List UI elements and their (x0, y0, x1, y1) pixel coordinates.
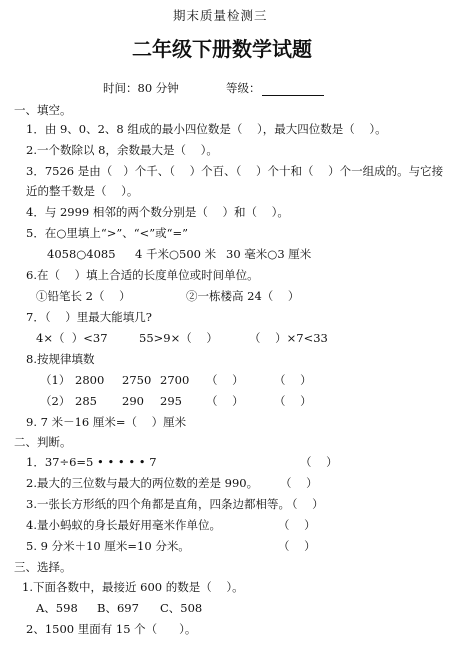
sequence-row-1-blank: （ ） (206, 373, 244, 387)
question-1-5-item: 4058○4085 (47, 247, 116, 261)
question-1-1: 1．由 9、0、2、8 组成的最小四位数是（ ），最大四位数是（ ）。 (26, 122, 387, 136)
question-1-9: 9. 7 米－16 厘米=（ ）厘米 (26, 415, 187, 429)
sequence-row-1-value: 2750 (122, 373, 152, 387)
choice-option: C、508 (160, 601, 203, 615)
sequence-row-2-value: 295 (160, 394, 182, 408)
question-1-7-item: （ ）×7<33 (249, 331, 328, 345)
question-1-4: 4．与 2999 相邻的两个数分别是（ ）和（ ）。 (26, 205, 289, 219)
question-1-6-item: ②一栋楼高 24（ ） (186, 289, 300, 303)
judge-item-3-paren: （ ） (286, 497, 324, 511)
sequence-row-1-value: 2800 (75, 373, 105, 387)
judge-item-5-paren: （ ） (278, 539, 316, 553)
sequence-row-1-value: 2700 (160, 373, 190, 387)
judge-item-1-paren: （ ） (300, 455, 338, 469)
section-heading-choice: 三、选择。 (14, 560, 72, 574)
judge-item-5: 5. 9 分米＋10 厘米=10 分米。 (26, 539, 190, 553)
sequence-row-1-blank: （ ） (274, 373, 312, 387)
question-1-7-item: 4×（ ）<37 (36, 331, 108, 345)
sequence-row-1-label: （1） (40, 373, 71, 387)
question-1-2: 2.一个数除以 8，余数最大是（ ）。 (26, 143, 218, 157)
question-1-5: 5．在○里填上“>”、“<”或“=” (26, 226, 189, 240)
question-1-6-item: ①铅笔长 2（ ） (36, 289, 131, 303)
grade-blank-line (262, 95, 324, 96)
judge-item-4: 4.量小蚂蚁的身长最好用毫米作单位。 (26, 518, 221, 532)
question-1-3-line2: 近的整千数是（ ）。 (26, 184, 139, 198)
page-title: 二年级下册数学试题 (132, 37, 312, 61)
time-label: 时间：80 分钟 (103, 81, 179, 95)
choice-option: A、598 (36, 601, 78, 615)
question-1-8: 8.按规律填数 (26, 352, 95, 366)
question-1-3-line1: 3．7526 是由（ ）个千、（ ）个百、（ ）个十和（ ）个一组成的。与它接 (26, 164, 444, 178)
question-1-5-item: 30 毫米○3 厘米 (226, 247, 312, 261)
section-heading-fill: 一、填空。 (14, 103, 72, 117)
choice-question-2: 2、1500 里面有 15 个（ ）。 (26, 622, 197, 636)
question-1-5-item: 4 千米○500 米 (135, 247, 217, 261)
sequence-row-2-blank: （ ） (274, 394, 312, 408)
choice-question-1: 1.下面各数中，最接近 600 的数是（ ）。 (22, 580, 244, 594)
judge-item-2: 2.最大的三位数与最大的两位数的差是 990。 (26, 476, 259, 490)
choice-option: B、697 (97, 601, 139, 615)
sequence-row-2-value: 285 (75, 394, 97, 408)
judge-item-4-paren: （ ） (278, 518, 316, 532)
sequence-row-2-blank: （ ） (206, 394, 244, 408)
judge-item-2-paren: （ ） (280, 476, 318, 490)
sequence-row-2-value: 290 (122, 394, 144, 408)
question-1-7-item: 55>9×（ ） (139, 331, 218, 345)
question-1-7: 7．（ ）里最大能填几? (26, 310, 152, 324)
exam-subtitle: 期末质量检测三 (173, 8, 268, 23)
question-1-6: 6.在（ ）填上合适的长度单位或时间单位。 (26, 268, 259, 282)
grade-label: 等级： (226, 81, 261, 95)
sequence-row-2-label: （2） (40, 394, 71, 408)
judge-item-1: 1．37÷6=5 • • • • • 7 (26, 455, 157, 469)
section-heading-judge: 二、判断。 (14, 435, 72, 449)
judge-item-3: 3.一张长方形纸的四个角都是直角，四条边都相等。 (26, 497, 290, 511)
